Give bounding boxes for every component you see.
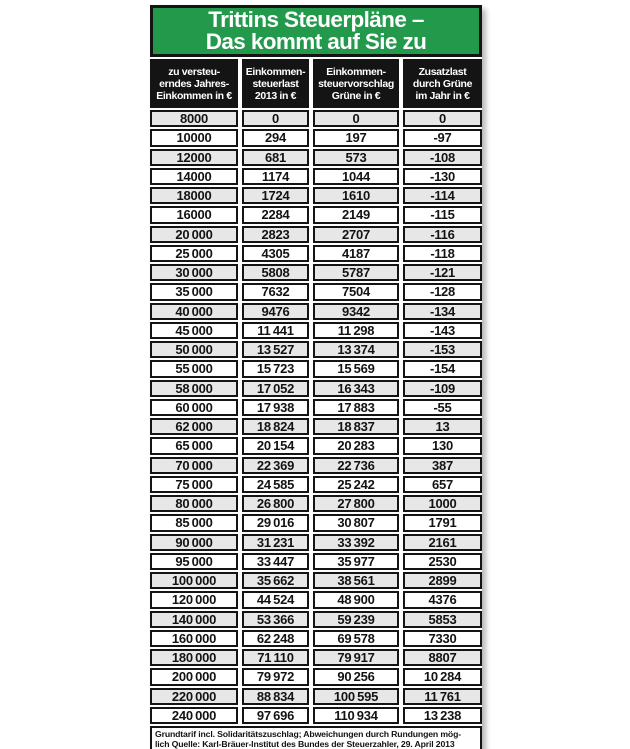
table-cell-r26-c4: 4376 bbox=[403, 591, 482, 608]
table-cell-r18-c4: 130 bbox=[403, 437, 482, 454]
column-header-line: Einkommen- bbox=[326, 65, 386, 78]
table-cell-r20-c4: 657 bbox=[403, 476, 482, 493]
table-cell-r22-c4: 1791 bbox=[403, 514, 482, 531]
table-cell-r25-c1: 100 000 bbox=[150, 572, 238, 589]
table-cell-r32-c4: 13 238 bbox=[403, 707, 482, 724]
column-header-line: Zusatzlast bbox=[418, 65, 467, 78]
table-cell-r30-c1: 200 000 bbox=[150, 668, 238, 685]
table-cell-r17-c4: 13 bbox=[403, 418, 482, 435]
title-line-2: Das kommt auf Sie zu bbox=[205, 29, 427, 54]
table-cell-r20-c3: 25 242 bbox=[313, 476, 399, 493]
table-cell-r28-c3: 69 578 bbox=[313, 630, 399, 647]
column-header-line: Einkommen in € bbox=[156, 89, 232, 102]
table-cell-r22-c3: 30 807 bbox=[313, 514, 399, 531]
table-cell-r3-c4: -108 bbox=[403, 149, 482, 166]
column-header-line: im Jahr in € bbox=[415, 89, 470, 102]
table-cell-r6-c3: 2149 bbox=[313, 206, 399, 223]
table-cell-r14-c3: 15 569 bbox=[313, 360, 399, 377]
table-cell-r2-c1: 10000 bbox=[150, 129, 238, 146]
table-cell-r27-c1: 140 000 bbox=[150, 611, 238, 628]
column-header-line: steuervorschlag bbox=[318, 77, 394, 90]
table-cell-r25-c2: 35 662 bbox=[242, 572, 309, 589]
title-line-1: Trittins Steuerpläne – bbox=[208, 7, 424, 32]
table-cell-r4-c3: 1044 bbox=[313, 168, 399, 185]
table-cell-r4-c4: -130 bbox=[403, 168, 482, 185]
data-rows bbox=[150, 110, 482, 724]
table-cell-r7-c2: 2823 bbox=[242, 226, 309, 243]
table-cell-r10-c4: -128 bbox=[403, 283, 482, 300]
table-cell-r5-c3: 1610 bbox=[313, 187, 399, 204]
table-cell-r19-c4: 387 bbox=[403, 457, 482, 474]
table-cell-r8-c1: 25 000 bbox=[150, 245, 238, 262]
table-cell-r30-c3: 90 256 bbox=[313, 668, 399, 685]
table-cell-r22-c2: 29 016 bbox=[242, 514, 309, 531]
table-cell-r19-c1: 70 000 bbox=[150, 457, 238, 474]
table-cell-r4-c2: 1174 bbox=[242, 168, 309, 185]
table-cell-r9-c2: 5808 bbox=[242, 264, 309, 281]
table-cell-r14-c2: 15 723 bbox=[242, 360, 309, 377]
table-cell-r20-c1: 75 000 bbox=[150, 476, 238, 493]
table-cell-r19-c2: 22 369 bbox=[242, 457, 309, 474]
table-cell-r9-c1: 30 000 bbox=[150, 264, 238, 281]
table-cell-r1-c4: 0 bbox=[403, 110, 482, 127]
table-cell-r1-c2: 0 bbox=[242, 110, 309, 127]
table-cell-r9-c4: -121 bbox=[403, 264, 482, 281]
table-cell-r13-c4: -153 bbox=[403, 341, 482, 358]
table-cell-r20-c2: 24 585 bbox=[242, 476, 309, 493]
table-cell-r18-c2: 20 154 bbox=[242, 437, 309, 454]
table-cell-r31-c4: 11 761 bbox=[403, 688, 482, 705]
column-header-income-tax-greens-proposal bbox=[313, 59, 399, 108]
table-cell-r1-c1: 8000 bbox=[150, 110, 238, 127]
table-cell-r23-c2: 31 231 bbox=[242, 534, 309, 551]
table-cell-r21-c2: 26 800 bbox=[242, 495, 309, 512]
table-cell-r32-c3: 110 934 bbox=[313, 707, 399, 724]
table-cell-r15-c2: 17 052 bbox=[242, 380, 309, 397]
table-cell-r12-c3: 11 298 bbox=[313, 322, 399, 339]
column-header-taxable-annual-income bbox=[150, 59, 238, 108]
column-header-extra-burden-greens bbox=[403, 59, 482, 108]
table-cell-r6-c1: 16000 bbox=[150, 206, 238, 223]
table-cell-r31-c3: 100 595 bbox=[313, 688, 399, 705]
table-cell-r29-c1: 180 000 bbox=[150, 649, 238, 666]
table-cell-r16-c4: -55 bbox=[403, 399, 482, 416]
table-cell-r6-c4: -115 bbox=[403, 206, 482, 223]
table-cell-r3-c3: 573 bbox=[313, 149, 399, 166]
table-cell-r29-c3: 79 917 bbox=[313, 649, 399, 666]
table-cell-r22-c1: 85 000 bbox=[150, 514, 238, 531]
table-cell-r11-c4: -134 bbox=[403, 303, 482, 320]
table-cell-r31-c2: 88 834 bbox=[242, 688, 309, 705]
table-cell-r14-c4: -154 bbox=[403, 360, 482, 377]
table-cell-r23-c4: 2161 bbox=[403, 534, 482, 551]
table-cell-r5-c4: -114 bbox=[403, 187, 482, 204]
table-cell-r12-c2: 11 441 bbox=[242, 322, 309, 339]
table-cell-r3-c2: 681 bbox=[242, 149, 309, 166]
table-cell-r16-c3: 17 883 bbox=[313, 399, 399, 416]
table-cell-r14-c1: 55 000 bbox=[150, 360, 238, 377]
table-cell-r32-c1: 240 000 bbox=[150, 707, 238, 724]
table-cell-r5-c2: 1724 bbox=[242, 187, 309, 204]
table-cell-r23-c3: 33 392 bbox=[313, 534, 399, 551]
table-cell-r8-c3: 4187 bbox=[313, 245, 399, 262]
table-title bbox=[150, 5, 482, 57]
table-cell-r23-c1: 90 000 bbox=[150, 534, 238, 551]
table-cell-r13-c1: 50 000 bbox=[150, 341, 238, 358]
table-cell-r17-c1: 62 000 bbox=[150, 418, 238, 435]
table-cell-r10-c1: 35 000 bbox=[150, 283, 238, 300]
table-cell-r28-c2: 62 248 bbox=[242, 630, 309, 647]
table-cell-r30-c4: 10 284 bbox=[403, 668, 482, 685]
table-cell-r27-c2: 53 366 bbox=[242, 611, 309, 628]
column-header-income-tax-2013 bbox=[242, 59, 309, 108]
column-header-line: 2013 in € bbox=[254, 89, 297, 102]
table-cell-r31-c1: 220 000 bbox=[150, 688, 238, 705]
table-cell-r4-c1: 14000 bbox=[150, 168, 238, 185]
table-cell-r13-c2: 13 527 bbox=[242, 341, 309, 358]
table-cell-r2-c4: -97 bbox=[403, 129, 482, 146]
table-cell-r29-c2: 71 110 bbox=[242, 649, 309, 666]
table-cell-r15-c3: 16 343 bbox=[313, 380, 399, 397]
table-cell-r27-c4: 5853 bbox=[403, 611, 482, 628]
table-cell-r18-c3: 20 283 bbox=[313, 437, 399, 454]
table-cell-r28-c1: 160 000 bbox=[150, 630, 238, 647]
table-cell-r8-c2: 4305 bbox=[242, 245, 309, 262]
column-header-row bbox=[150, 59, 482, 108]
table-cell-r11-c2: 9476 bbox=[242, 303, 309, 320]
table-cell-r32-c2: 97 696 bbox=[242, 707, 309, 724]
footnote bbox=[150, 726, 482, 749]
table-cell-r16-c1: 60 000 bbox=[150, 399, 238, 416]
table-cell-r12-c1: 45 000 bbox=[150, 322, 238, 339]
column-header-line: steuerlast bbox=[252, 77, 299, 90]
table-cell-r24-c2: 33 447 bbox=[242, 553, 309, 570]
table-cell-r28-c4: 7330 bbox=[403, 630, 482, 647]
table-cell-r21-c4: 1000 bbox=[403, 495, 482, 512]
column-header-line: Einkommen- bbox=[245, 65, 306, 78]
table-cell-r7-c4: -116 bbox=[403, 226, 482, 243]
table-cell-r10-c3: 7504 bbox=[313, 283, 399, 300]
column-header-line: erndes Jahres- bbox=[159, 77, 229, 90]
table-cell-r26-c2: 44 524 bbox=[242, 591, 309, 608]
table-cell-r18-c1: 65 000 bbox=[150, 437, 238, 454]
table-cell-r21-c1: 80 000 bbox=[150, 495, 238, 512]
table-cell-r5-c1: 18000 bbox=[150, 187, 238, 204]
table-cell-r25-c4: 2899 bbox=[403, 572, 482, 589]
table-cell-r10-c2: 7632 bbox=[242, 283, 309, 300]
table-cell-r12-c4: -143 bbox=[403, 322, 482, 339]
table-cell-r19-c3: 22 736 bbox=[313, 457, 399, 474]
table-cell-r30-c2: 79 972 bbox=[242, 668, 309, 685]
table-cell-r26-c1: 120 000 bbox=[150, 591, 238, 608]
table-cell-r7-c1: 20 000 bbox=[150, 226, 238, 243]
table-cell-r11-c1: 40 000 bbox=[150, 303, 238, 320]
table-cell-r6-c2: 2284 bbox=[242, 206, 309, 223]
footnote-line-2: lich Quelle: Karl-Bräuer-Institut des Bundes der Steuerzahler, 29. April 2013 bbox=[155, 739, 455, 749]
column-header-line: Grüne in € bbox=[331, 89, 381, 102]
table-cell-r7-c3: 2707 bbox=[313, 226, 399, 243]
table-cell-r26-c3: 48 900 bbox=[313, 591, 399, 608]
table-cell-r21-c3: 27 800 bbox=[313, 495, 399, 512]
table-cell-r16-c2: 17 938 bbox=[242, 399, 309, 416]
table-cell-r24-c1: 95 000 bbox=[150, 553, 238, 570]
table-cell-r25-c3: 38 561 bbox=[313, 572, 399, 589]
table-cell-r2-c2: 294 bbox=[242, 129, 309, 146]
table-cell-r11-c3: 9342 bbox=[313, 303, 399, 320]
table-cell-r17-c3: 18 837 bbox=[313, 418, 399, 435]
column-header-line: zu versteu- bbox=[168, 65, 220, 78]
table-cell-r8-c4: -118 bbox=[403, 245, 482, 262]
column-header-line: durch Grüne bbox=[412, 77, 473, 90]
tax-table-infographic bbox=[150, 5, 482, 749]
table-cell-r24-c4: 2530 bbox=[403, 553, 482, 570]
table-cell-r1-c3: 0 bbox=[313, 110, 399, 127]
table-cell-r27-c3: 59 239 bbox=[313, 611, 399, 628]
table-cell-r17-c2: 18 824 bbox=[242, 418, 309, 435]
table-cell-r13-c3: 13 374 bbox=[313, 341, 399, 358]
table-cell-r9-c3: 5787 bbox=[313, 264, 399, 281]
footnote-line-1: Grundtarif incl. Solidaritätszuschlag; Abweichungen durch Rundungen mög- bbox=[155, 729, 461, 739]
table-cell-r3-c1: 12000 bbox=[150, 149, 238, 166]
table-cell-r29-c4: 8807 bbox=[403, 649, 482, 666]
table-cell-r15-c1: 58 000 bbox=[150, 380, 238, 397]
table-cell-r24-c3: 35 977 bbox=[313, 553, 399, 570]
table-cell-r15-c4: -109 bbox=[403, 380, 482, 397]
table-cell-r2-c3: 197 bbox=[313, 129, 399, 146]
